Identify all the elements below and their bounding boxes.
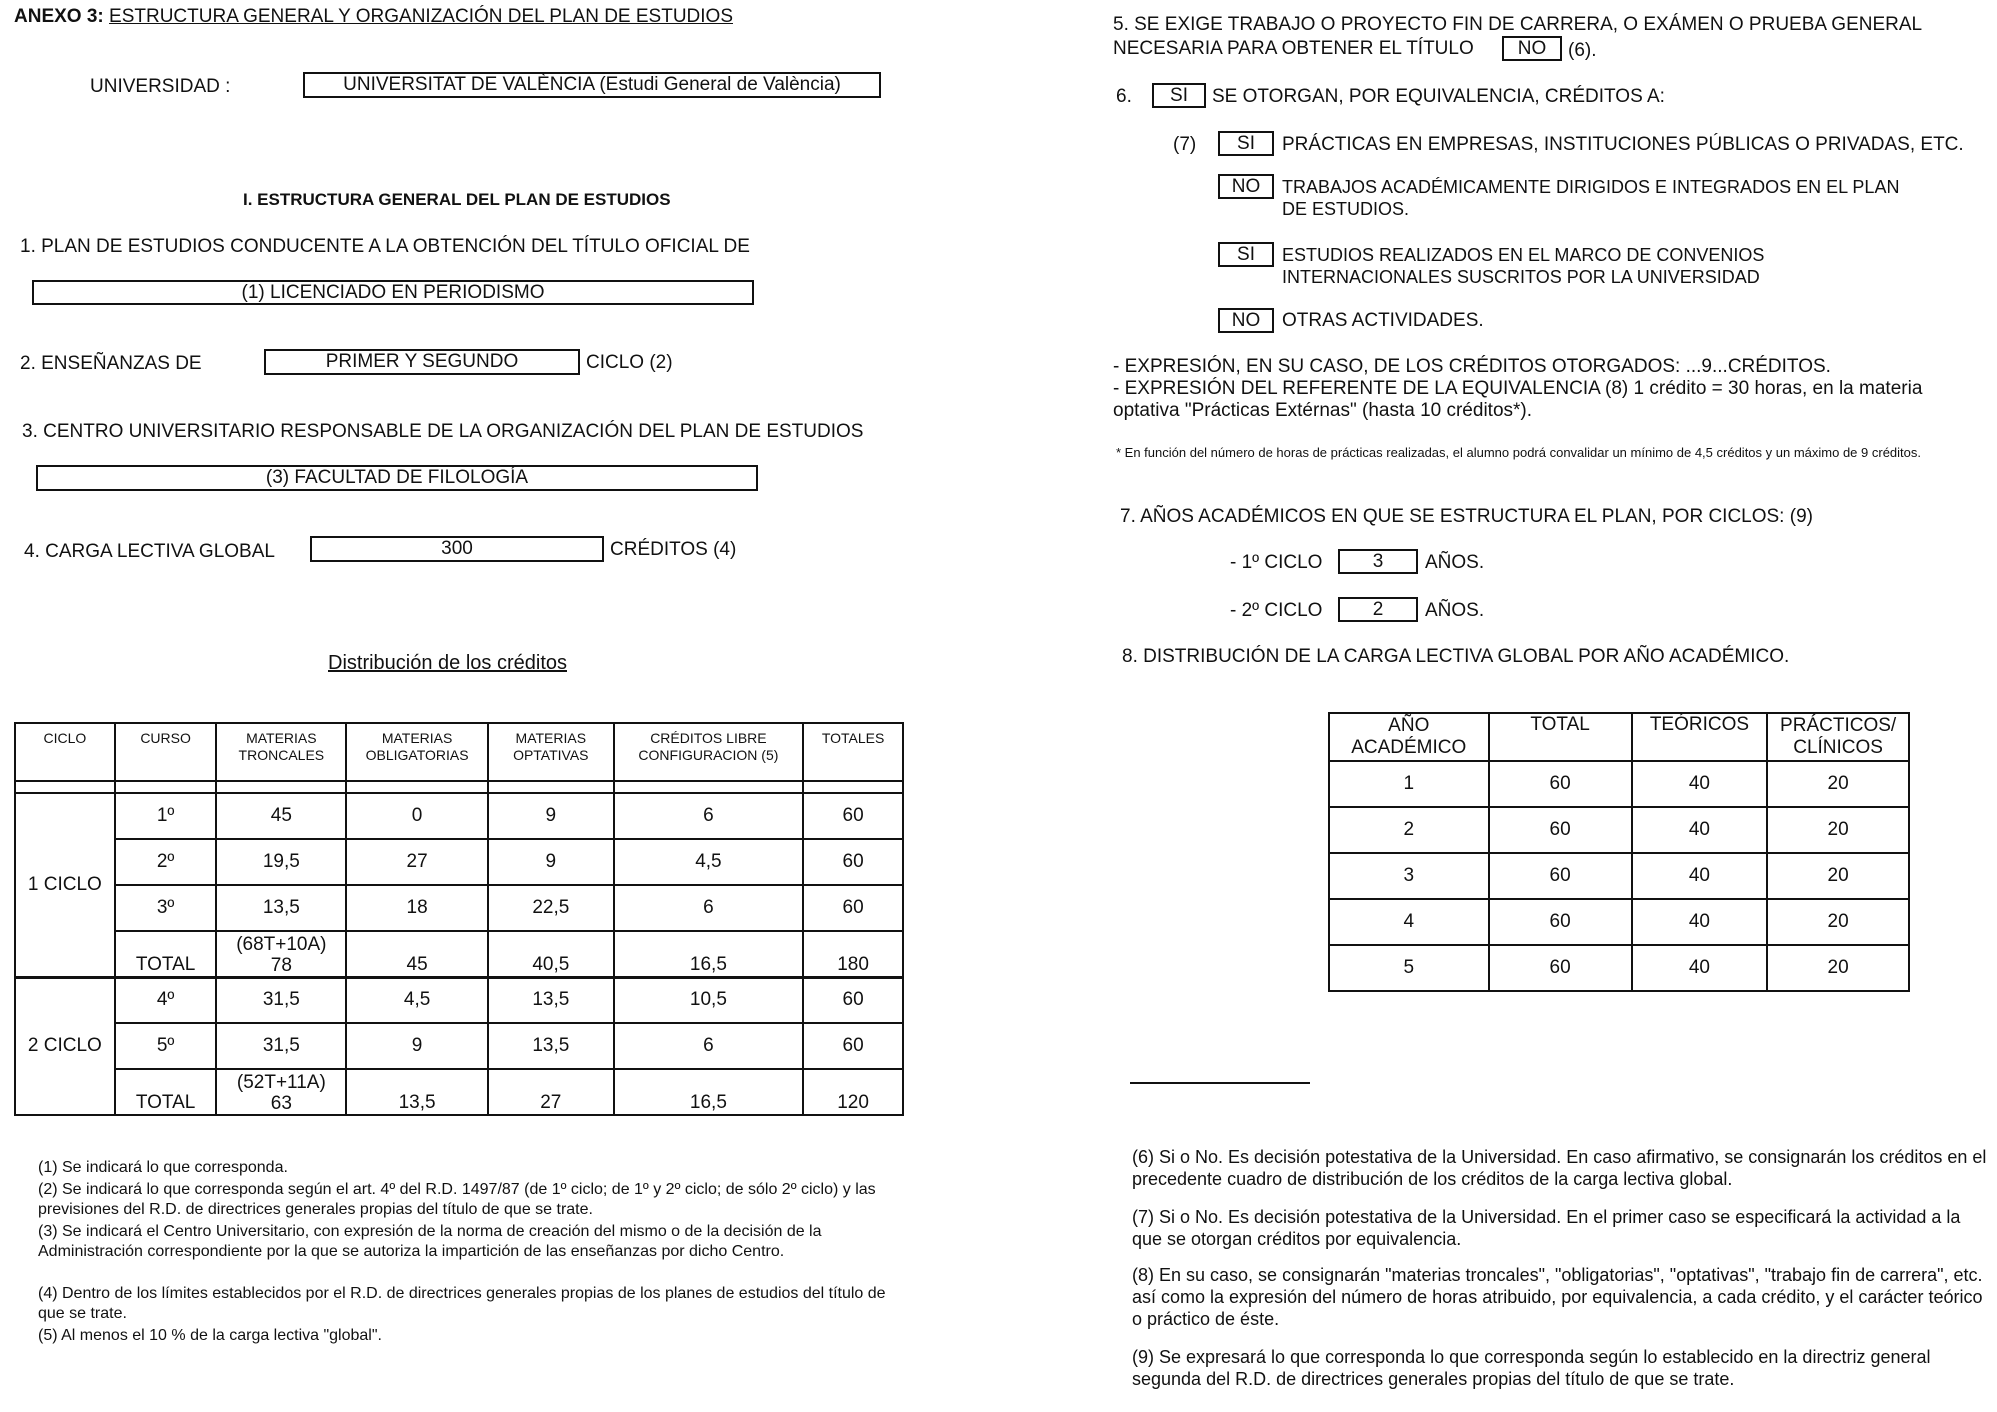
table-cell: 1º	[115, 793, 217, 839]
table-cell: 6	[614, 885, 804, 931]
header-cell: TEÓRICOS	[1632, 713, 1768, 761]
footnote-5: (5) Al menos el 10 % de la carga lectiva "global".	[38, 1327, 382, 1344]
annex-heading	[14, 6, 733, 28]
footnote-7: (7) Si o No. Es decisión potestativa de la Universidad. En el primer caso se especificará la actividad a la que se otorgan créditos por equivalencia.	[1132, 1207, 1961, 1249]
table-cell: 60	[803, 885, 903, 931]
table-cell: 6	[614, 793, 804, 839]
q6-item-value: SI	[1218, 131, 1274, 156]
header-cell: AÑO ACADÉMICO	[1329, 713, 1489, 761]
table-cell: 13,5	[346, 1069, 488, 1115]
table-cell: 3º	[115, 885, 217, 931]
header-cell: CURSO	[115, 723, 217, 781]
header-cell: CRÉDITOS LIBRE CONFIGURACION (5)	[614, 723, 804, 781]
table-row	[15, 1023, 903, 1069]
header-cell: MATERIAS TRONCALES	[216, 723, 346, 781]
table-cell: 60	[1489, 853, 1632, 899]
table-cell: TOTAL	[115, 931, 217, 977]
q1-label: 1. PLAN DE ESTUDIOS CONDUCENTE A LA OBTENCIÓN DEL TÍTULO OFICIAL DE	[20, 236, 750, 257]
table-cell: 60	[803, 839, 903, 885]
annex-title: ESTRUCTURA GENERAL Y ORGANIZACIÓN DEL PLAN DE ESTUDIOS	[109, 6, 733, 27]
table-row	[1329, 807, 1909, 853]
footnote-4: (4) Dentro de los límites establecidos por el R.D. de directrices generales propias de los planes de estudios del título de que se trate.	[38, 1285, 886, 1322]
table-cell: 31,5	[216, 977, 346, 1023]
q6-value: SI	[1152, 83, 1206, 108]
q3-label: 3. CENTRO UNIVERSITARIO RESPONSABLE DE LA ORGANIZACIÓN DEL PLAN DE ESTUDIOS	[22, 421, 864, 442]
table-cell: 16,5	[614, 1069, 804, 1115]
q6-item-prefix: (7)	[1173, 134, 1197, 155]
distribution-title: Distribución de los créditos	[328, 652, 567, 674]
table-cell: 5	[1329, 945, 1489, 991]
table-cell: 31,5	[216, 1023, 346, 1069]
total-note: (52T+11A)	[236, 1072, 326, 1093]
table-row	[1329, 761, 1909, 807]
table-cell: 60	[803, 977, 903, 1023]
q1-value: (1) LICENCIADO EN PERIODISMO	[32, 280, 754, 305]
total-value: 63	[270, 1093, 292, 1114]
footnote-9: (9) Se expresará lo que corresponda lo que corresponda según lo establecido en la directriz general segunda del R.D. de directrices generales propias del título de que se trate.	[1132, 1347, 1931, 1389]
table-cell: 180	[803, 931, 903, 977]
table-cell: 13,5	[488, 1023, 614, 1069]
section-title: I. ESTRUCTURA GENERAL DEL PLAN DE ESTUDIOS	[243, 190, 671, 209]
total-value: 78	[270, 954, 292, 976]
total-cell	[216, 1069, 346, 1115]
star-note: * En función del número de horas de prácticas realizadas, el alumno podrá convalidar un mínimo de 4,5 créditos y un máximo de 9 créditos.	[1116, 445, 1921, 460]
year-distribution-table	[1328, 712, 1910, 992]
header-cell: MATERIAS OBLIGATORIAS	[346, 723, 488, 781]
table-cell: 9	[346, 1023, 488, 1069]
table-cell: 18	[346, 885, 488, 931]
q6-label: 6.	[1116, 86, 1132, 107]
total-cell	[216, 931, 346, 977]
q4-value: 300	[310, 536, 604, 562]
credits-expression: - EXPRESIÓN, EN SU CASO, DE LOS CRÉDITOS OTORGADOS: ...9...CRÉDITOS.	[1113, 356, 1831, 377]
header-cell: CICLO	[15, 723, 115, 781]
table-total-row	[15, 1069, 903, 1115]
q7-cycle2-value: 2	[1338, 597, 1418, 622]
table-cell: 120	[803, 1069, 903, 1115]
q7-cycle1-unit: AÑOS.	[1425, 552, 1485, 573]
footnote-separator	[1130, 1082, 1310, 1084]
q6-item-text: TRABAJOS ACADÉMICAMENTE DIRIGIDOS E INTEGRADOS EN EL PLAN DE ESTUDIOS.	[1282, 177, 1900, 219]
q5-value: NO	[1502, 36, 1562, 61]
q7-cycle1-value: 3	[1338, 549, 1418, 574]
table-cell: 1	[1329, 761, 1489, 807]
q2-suffix: CICLO (2)	[586, 352, 673, 373]
header-cell: PRÁCTICOS/ CLÍNICOS	[1767, 713, 1909, 761]
table-row	[1329, 899, 1909, 945]
table-cell: 45	[216, 793, 346, 839]
table-cell: 9	[488, 793, 614, 839]
q7-cycle2-unit: AÑOS.	[1425, 600, 1485, 621]
q3-value: (3) FACULTAD DE FILOLOGÍA	[36, 465, 758, 491]
q4-suffix: CRÉDITOS (4)	[610, 539, 737, 560]
table-row	[15, 793, 903, 839]
table-cell: 40	[1632, 945, 1768, 991]
table-cell: 19,5	[216, 839, 346, 885]
table-cell: 4,5	[346, 977, 488, 1023]
q6-item-text: OTRAS ACTIVIDADES.	[1282, 310, 1484, 331]
table-cell: 4	[1329, 899, 1489, 945]
table-cell: 20	[1767, 945, 1909, 991]
q6-item-value: SI	[1218, 242, 1274, 267]
q5-line2: NECESARIA PARA OBTENER EL TÍTULO	[1113, 38, 1474, 59]
header-cell: TOTAL	[1489, 713, 1632, 761]
table-cell: 9	[488, 839, 614, 885]
table-cell: 60	[1489, 761, 1632, 807]
university-label: UNIVERSIDAD :	[90, 76, 231, 97]
q6-item-text: ESTUDIOS REALIZADOS EN EL MARCO DE CONVENIOS INTERNACIONALES SUSCRITOS POR LA UNIVERSIDAD	[1282, 245, 1765, 287]
table-header-row	[1329, 713, 1909, 761]
table-cell: 2º	[115, 839, 217, 885]
table-row	[15, 839, 903, 885]
table-cell: 0	[346, 793, 488, 839]
cycle1-label: 1 CICLO	[15, 793, 115, 977]
footnote-6: (6) Si o No. Es decisión potestativa de la Universidad. En caso afirmativo, se consignarán los créditos en el precedente cuadro de distribución de los créditos de la carga lectiva global.	[1132, 1147, 1987, 1189]
table-cell: 3	[1329, 853, 1489, 899]
table-header-row	[15, 723, 903, 781]
footnote-1: (1) Se indicará lo que corresponda.	[38, 1159, 288, 1176]
annex-label: ANEXO 3:	[14, 6, 104, 27]
table-cell: 20	[1767, 899, 1909, 945]
q2-value: PRIMER Y SEGUNDO	[264, 349, 580, 375]
table-cell: 4º	[115, 977, 217, 1023]
q7-cycle1-label: - 1º CICLO	[1230, 552, 1323, 573]
table-total-row	[15, 931, 903, 977]
credits-distribution-table	[14, 722, 904, 1116]
table-row	[15, 977, 903, 1023]
footnote-3: (3) Se indicará el Centro Universitario, con expresión de la norma de creación del mismo o de la decisión de la Administración correspondiente por la que se autoriza la impartición de las enseñanzas por dicho Centro.	[38, 1223, 822, 1260]
table-cell: 60	[803, 793, 903, 839]
q2-label: 2. ENSEÑANZAS DE	[20, 353, 202, 374]
table-cell: 22,5	[488, 885, 614, 931]
footnote-2: (2) Se indicará lo que corresponda según el art. 4º del R.D. 1497/87 (de 1º ciclo; de 1º y 2º ciclo; de sólo 2º ciclo) y las previsiones del R.D. de directrices generales propias del título de que se trate.	[38, 1181, 876, 1218]
q8-label: 8. DISTRIBUCIÓN DE LA CARGA LECTIVA GLOBAL POR AÑO ACADÉMICO.	[1122, 646, 1790, 667]
table-cell: 20	[1767, 761, 1909, 807]
university-value: UNIVERSITAT DE VALÈNCIA (Estudi General de València)	[303, 72, 881, 98]
table-cell: 20	[1767, 807, 1909, 853]
table-cell: 16,5	[614, 931, 804, 977]
table-cell: 60	[1489, 807, 1632, 853]
q5-line1: 5. SE EXIGE TRABAJO O PROYECTO FIN DE CARRERA, O EXÁMEN O PRUEBA GENERAL	[1113, 14, 1923, 35]
table-cell: 40	[1632, 853, 1768, 899]
table-cell: 60	[1489, 945, 1632, 991]
table-cell: 60	[1489, 899, 1632, 945]
header-cell: MATERIAS OPTATIVAS	[488, 723, 614, 781]
table-row	[15, 885, 903, 931]
total-note: (68T+10A)	[236, 933, 327, 955]
q6-item-text: PRÁCTICAS EN EMPRESAS, INSTITUCIONES PÚBLICAS O PRIVADAS, ETC.	[1282, 134, 1964, 155]
table-cell: 2	[1329, 807, 1489, 853]
table-cell: TOTAL	[115, 1069, 217, 1115]
table-cell: 6	[614, 1023, 804, 1069]
q4-label: 4. CARGA LECTIVA GLOBAL	[24, 541, 275, 562]
table-cell: 60	[803, 1023, 903, 1069]
header-cell: TOTALES	[803, 723, 903, 781]
table-cell: 40	[1632, 899, 1768, 945]
footnote-8: (8) En su caso, se consignarán "materias troncales", "obligatorias", "optativas", "trabajo fin de carrera", etc. así como la expresión del número de horas atribuido, por equivalencia, a cada crédito, y el carácter teórico o práctico de éste.	[1132, 1265, 1983, 1329]
table-row	[1329, 853, 1909, 899]
cycle2-label: 2 CICLO	[15, 977, 115, 1115]
table-cell: 40,5	[488, 931, 614, 977]
q7-cycle2-label: - 2º CICLO	[1230, 600, 1323, 621]
equivalence-expression: - EXPRESIÓN DEL REFERENTE DE LA EQUIVALENCIA (8) 1 crédito = 30 horas, en la materia optativa "Prácticas Extérnas" (hasta 10 créditos*).	[1113, 378, 1923, 421]
table-cell: 13,5	[216, 885, 346, 931]
table-cell: 40	[1632, 807, 1768, 853]
table-cell: 10,5	[614, 977, 804, 1023]
table-cell: 27	[488, 1069, 614, 1115]
q6-text: SE OTORGAN, POR EQUIVALENCIA, CRÉDITOS A:	[1212, 86, 1665, 107]
q5-suffix: (6).	[1568, 40, 1597, 61]
table-cell: 20	[1767, 853, 1909, 899]
q7-label: 7. AÑOS ACADÉMICOS EN QUE SE ESTRUCTURA EL PLAN, POR CICLOS: (9)	[1120, 506, 1813, 527]
table-cell: 45	[346, 931, 488, 977]
q6-item-value: NO	[1218, 174, 1274, 199]
table-cell: 27	[346, 839, 488, 885]
table-cell: 13,5	[488, 977, 614, 1023]
table-cell: 5º	[115, 1023, 217, 1069]
table-cell: 4,5	[614, 839, 804, 885]
q6-item-value: NO	[1218, 308, 1274, 333]
table-cell: 40	[1632, 761, 1768, 807]
table-row	[1329, 945, 1909, 991]
